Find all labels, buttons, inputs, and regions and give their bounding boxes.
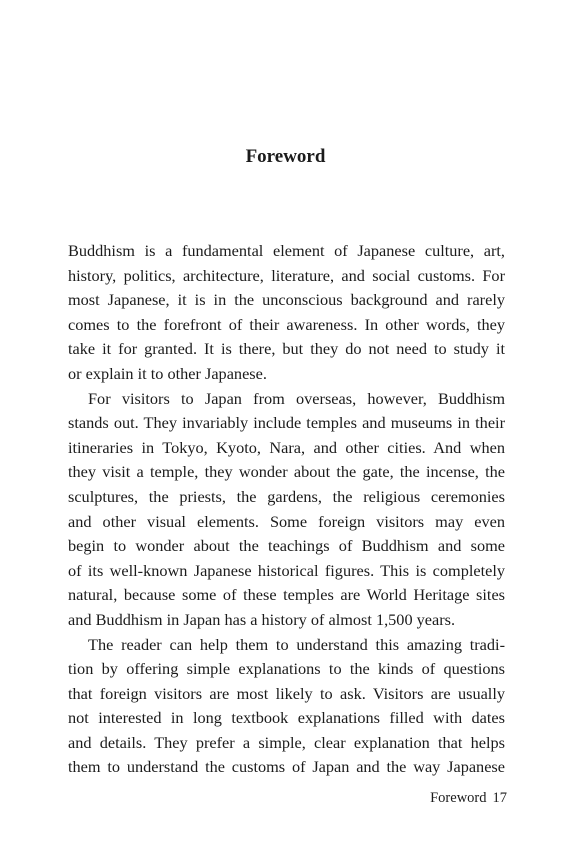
text-line: not interested in long textbook explanations filled with dates xyxy=(68,708,505,728)
body-text xyxy=(68,239,505,780)
text-line: tion by offering simple explanations to the kinds of questions xyxy=(68,659,505,679)
text-line: history, politics, architecture, literature, and social customs. For xyxy=(68,265,505,285)
text-line: of its well-known Japanese historical figures. This is completely xyxy=(68,560,505,580)
paragraph-3 xyxy=(68,633,505,781)
paragraph-1 xyxy=(68,239,505,387)
page-number: 17 xyxy=(492,790,507,806)
paragraph-2 xyxy=(68,387,505,633)
text-line: and details. They prefer a simple, clear explanation that helps xyxy=(68,732,505,752)
text-line: and Buddhism in Japan has a history of almost 1,500 years. xyxy=(68,609,456,629)
text-line: or explain it to other Japanese. xyxy=(68,363,267,383)
text-line: and other visual elements. Some foreign visitors may even xyxy=(68,511,505,531)
text-line: take it for granted. It is there, but they do not need to study it xyxy=(68,339,505,359)
text-line: that foreign visitors are most likely to ask. Visitors are usually xyxy=(68,683,505,703)
text-line: For visitors to Japan from overseas, however, Buddhism xyxy=(88,388,505,408)
text-line: stands out. They invariably include temples and museums in their xyxy=(68,413,505,433)
running-head: Foreword xyxy=(430,790,487,806)
page-title: Foreword xyxy=(245,146,326,167)
text-line: Buddhism is a fundamental element of Japanese culture, art, xyxy=(68,241,505,260)
text-line: most Japanese, it is in the unconscious background and rarely xyxy=(68,290,505,310)
text-line: comes to the forefront of their awareness. In other words, they xyxy=(68,314,505,334)
text-line: itineraries in Tokyo, Kyoto, Nara, and other cities. And when xyxy=(68,437,505,457)
text-line: they visit a temple, they wonder about the gate, the incense, the xyxy=(68,462,505,482)
text-line: begin to wonder about the teachings of Buddhism and some xyxy=(68,536,505,556)
text-line: natural, because some of these temples are World Heritage sites xyxy=(68,585,505,605)
text-line: them to understand the customs of Japan and the way Japanese xyxy=(68,757,505,777)
page-footer xyxy=(430,789,507,807)
text-line: The reader can help them to understand this amazing tradi- xyxy=(88,634,505,654)
text-line: sculptures, the priests, the gardens, the religious ceremonies xyxy=(68,486,505,506)
